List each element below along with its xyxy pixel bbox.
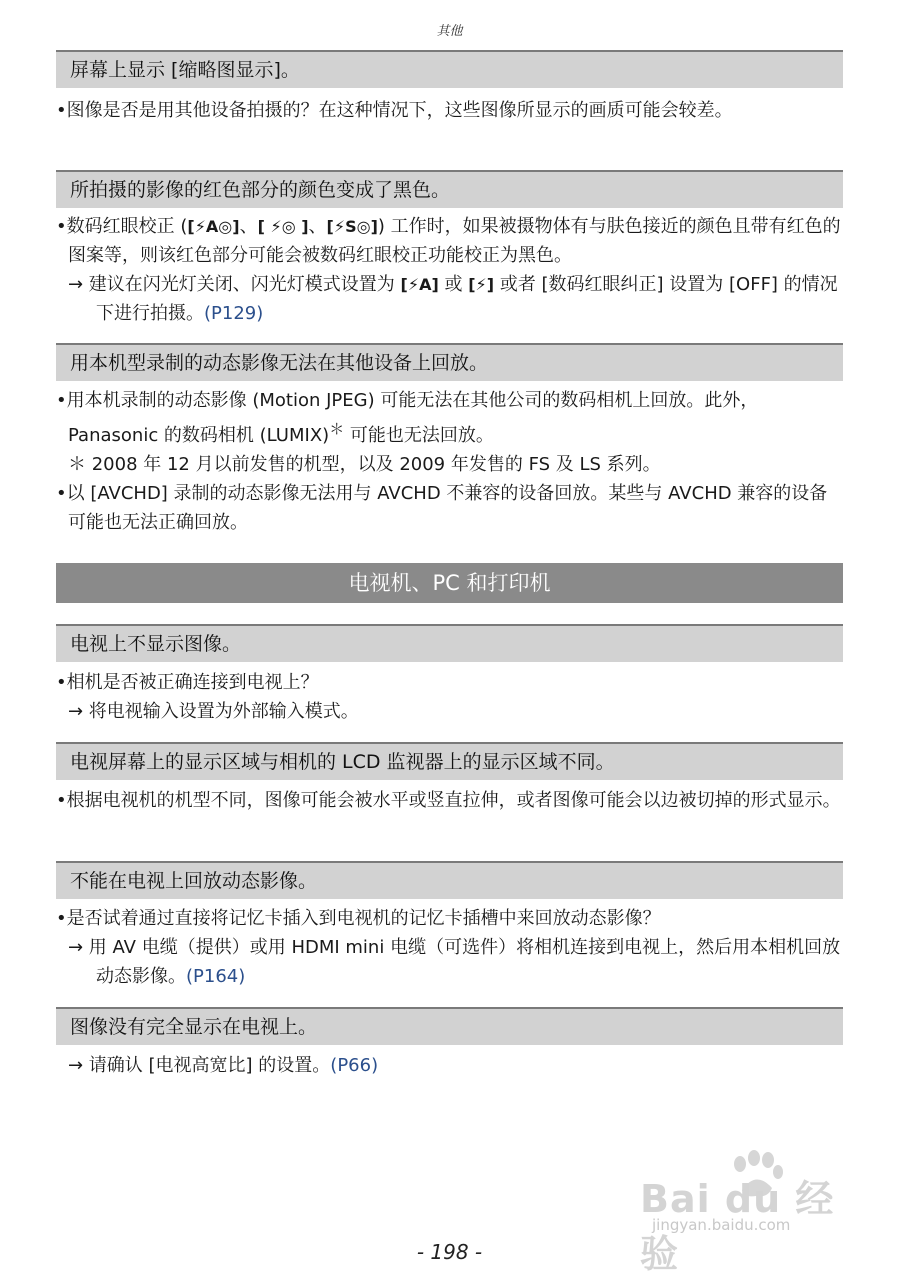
footnote-text: ＊ 2008 年 12 月以前发售的机型，以及 2009 年发售的 FS 及 LS 系列。 [68, 454, 661, 475]
text-fragment: •数码红眼校正 ( [56, 216, 188, 237]
text-fragment: 或者 [数码红眼纠正] 设置为 [OFF] 的情况下进行拍摄。 [96, 274, 838, 324]
section-body-tv-not-fully-displayed [56, 1051, 843, 1080]
text-fragment: 、 [308, 216, 327, 237]
page-number: - 198 - [416, 1240, 483, 1264]
page-reference-link[interactable]: (P66) [330, 1055, 379, 1076]
section-heading-red-eye: 所拍摄的影像的红色部分的颜色变成了黑色。 [56, 170, 843, 208]
arrow-text [56, 270, 843, 328]
section-body-thumbnail [56, 96, 843, 125]
arrow-text [56, 1051, 843, 1080]
section-heading-tv-display-area: 电视屏幕上的显示区域与相机的 LCD 监视器上的显示区域不同。 [56, 742, 843, 780]
section-heading-playback-other-device: 用本机型录制的动态影像无法在其他设备上回放。 [56, 343, 843, 381]
bullet-text [56, 212, 843, 270]
section-heading-tv-no-image: 电视上不显示图像。 [56, 624, 843, 662]
flash-auto-redeye-icon: [⚡A◎] [187, 217, 240, 236]
chapter-heading: 电视机、PC 和打印机 [56, 563, 843, 603]
bullet-text: •相机是否被正确连接到电视上？ [56, 672, 319, 693]
section-body-playback-other-device [56, 386, 843, 537]
section-heading-thumbnail: 屏幕上显示 [缩略图显示]。 [56, 50, 843, 88]
footnote-marker: ＊ [329, 420, 345, 438]
arrow-text: → 将电视输入设置为外部输入模式。 [68, 701, 359, 722]
flash-slow-redeye-icon: [⚡S◎] [326, 217, 378, 236]
watermark-logo-text: Bai du 经验 [640, 1177, 835, 1276]
page-reference-link[interactable]: (P164) [186, 966, 246, 987]
text-fragment: ) 工作时，如果被摄物体有与肤色接近的颜色且带有红色的图案等，则该红色部分可能会被数码红眼校正功能校正为黑色。 [68, 216, 841, 266]
flash-auto-icon: [⚡A] [400, 275, 439, 294]
bullet-text: •根据电视机的机型不同，图像可能会被水平或竖直拉伸，或者图像可能会以边被切掉的形式显示。 [56, 790, 841, 811]
text-fragment: → 建议在闪光灯关闭、闪光灯模式设置为 [68, 274, 401, 295]
text-fragment: •用本机录制的动态影像 (Motion JPEG) 可能无法在其他公司的数码相机上回放。此外，Panasonic 的数码相机 (LUMIX) [56, 390, 759, 446]
page-reference-link[interactable]: (P129) [204, 303, 264, 324]
bullet-text: •以 [AVCHD] 录制的动态影像无法用与 AVCHD 不兼容的设备回放。某些与 AVCHD 兼容的设备可能也无法正确回放。 [56, 483, 828, 533]
section-body-red-eye [56, 212, 843, 328]
watermark-url: jingyan.baidu.com [652, 1216, 791, 1234]
text-fragment: 、 [239, 216, 258, 237]
text-fragment: → 请确认 [电视高宽比] 的设置。 [68, 1055, 331, 1076]
page-header: 其他 [436, 24, 463, 39]
bullet-text: •是否试着通过直接将记忆卡插入到电视机的记忆卡插槽中来回放动态影像？ [56, 908, 661, 929]
section-body-tv-motion-picture [56, 904, 843, 991]
flash-on-icon: [⚡] [468, 275, 495, 294]
section-heading-tv-motion-picture: 不能在电视上回放动态影像。 [56, 861, 843, 899]
arrow-text [56, 933, 843, 991]
bullet-text [56, 386, 843, 450]
section-body-tv-no-image [56, 668, 843, 726]
text-fragment: 或 [438, 274, 469, 295]
text-fragment: 可能也无法回放。 [344, 425, 494, 446]
section-heading-tv-not-fully-displayed: 图像没有完全显示在电视上。 [56, 1007, 843, 1045]
section-body-tv-display-area [56, 786, 843, 815]
text-fragment: → 用 AV 电缆（提供）或用 HDMI mini 电缆（可选件）将相机连接到电视上，然后用本相机回放动态影像。 [68, 937, 841, 987]
watermark [640, 1150, 860, 1276]
flash-on-redeye-icon: [ ⚡◎ ] [257, 217, 309, 236]
bullet-text: •图像是否是用其他设备拍摄的？在这种情况下，这些图像所显示的画质可能会较差。 [56, 100, 733, 121]
